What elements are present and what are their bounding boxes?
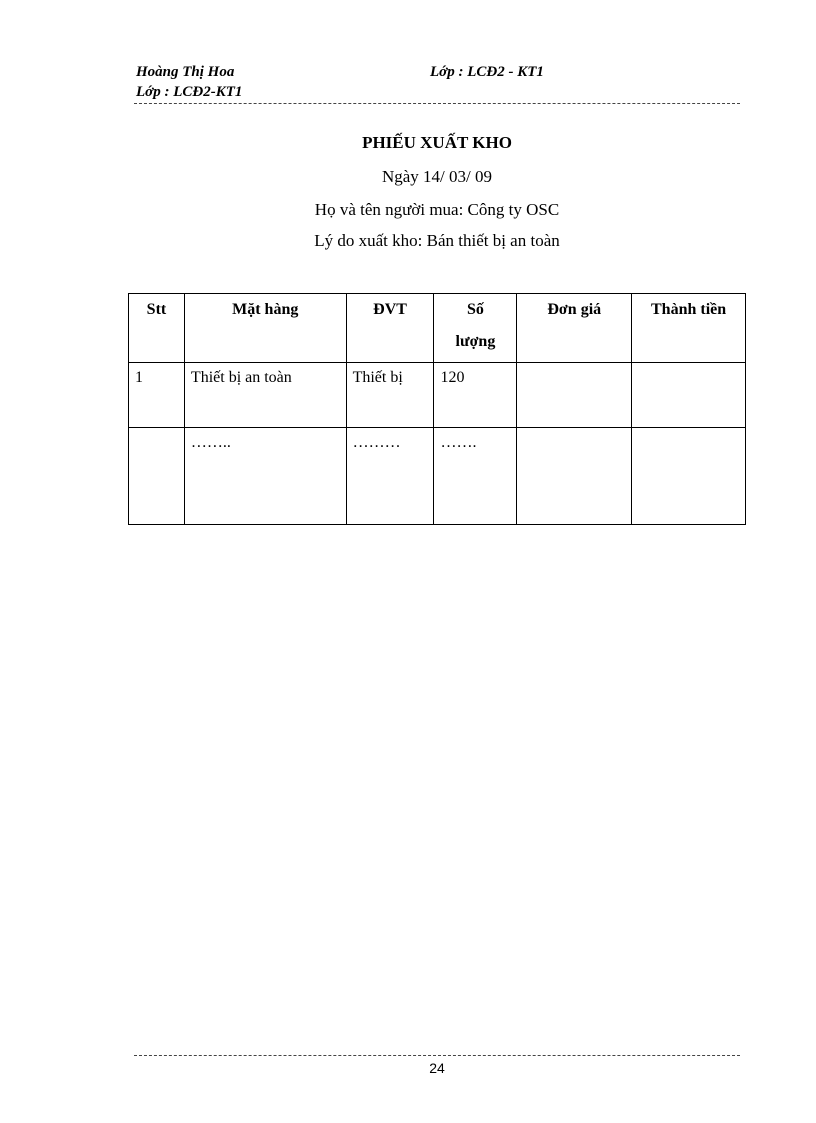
cell-item: …….. xyxy=(184,428,346,525)
header-class: Lớp : LCĐ2 - KT1 xyxy=(430,64,544,80)
header-stt: Stt xyxy=(129,294,185,363)
header-item: Mặt hàng xyxy=(184,294,346,363)
table-header-row xyxy=(129,294,746,363)
document-date: Ngày 14/ 03/ 09 xyxy=(381,167,493,186)
header-qty-line2: lượng xyxy=(455,333,496,350)
export-table xyxy=(128,293,746,525)
header-left xyxy=(136,62,242,102)
cell-unit: Thiết bị xyxy=(346,363,434,428)
cell-amount xyxy=(632,363,746,428)
document-title: PHIẾU XUẤT KHO xyxy=(362,133,512,152)
cell-stt xyxy=(129,428,185,525)
header-price: Đơn giá xyxy=(517,294,632,363)
author-name: Hoàng Thị Hoa xyxy=(136,64,235,80)
cell-price xyxy=(517,428,632,525)
reason-line: Lý do xuất kho: Bán thiết bị an toàn xyxy=(314,231,560,250)
table-row xyxy=(129,363,746,428)
cell-unit: ……… xyxy=(346,428,434,525)
header-amount: Thành tiền xyxy=(632,294,746,363)
author-class: Lớp : LCĐ2-KT1 xyxy=(136,84,243,100)
buyer-line: Họ và tên người mua: Công ty OSC xyxy=(314,200,560,219)
footer-divider xyxy=(134,1055,740,1056)
table-row xyxy=(129,428,746,525)
cell-qty: 120 xyxy=(434,363,517,428)
cell-price xyxy=(517,363,632,428)
cell-qty: ……. xyxy=(434,428,517,525)
cell-item: Thiết bị an toàn xyxy=(184,363,346,428)
header-qty-line1: Số xyxy=(466,301,484,318)
cell-amount xyxy=(632,428,746,525)
page-number: 24 xyxy=(429,1060,445,1076)
header-divider xyxy=(134,103,740,104)
header-qty xyxy=(434,294,517,363)
cell-stt: 1 xyxy=(129,363,185,428)
header-unit: ĐVT xyxy=(346,294,434,363)
